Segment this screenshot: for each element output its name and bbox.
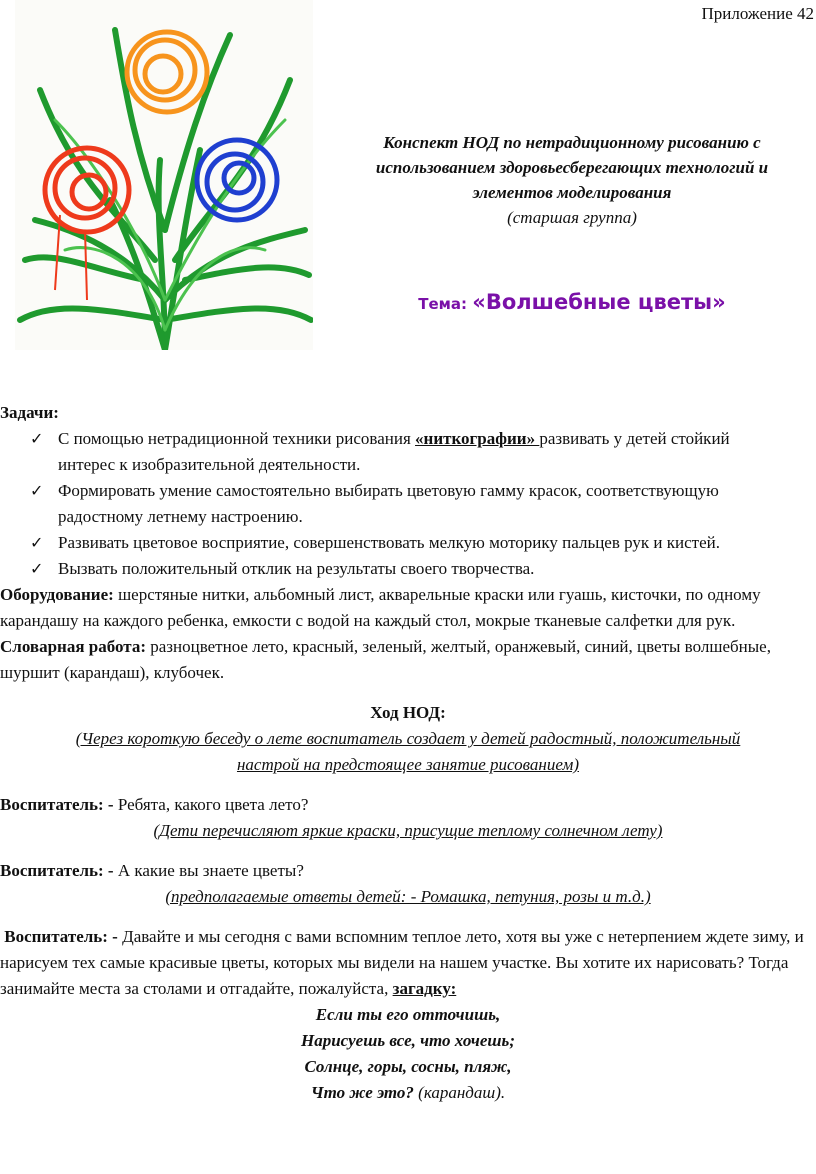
task-item: ✓ С помощью нетрадиционной техники рисования «ниткографии» развивать у детей стойкий интерес к изобразительной деятельности. [0, 426, 816, 478]
topic-close-quote: » [712, 290, 726, 314]
equipment-text: шерстяные нитки, альбомный лист, акварельные краски или гуашь, кисточки, по одному карандашу на каждого ребенка, емкости с водой на каждый стол, мокрые тканевые салфетки для рук. [0, 585, 761, 630]
flower-painting-image [15, 0, 313, 350]
dialogue-line: Воспитатель: - Ребята, какого цвета лето? [0, 795, 309, 814]
checkmark-icon: ✓ [30, 481, 44, 500]
progress-heading: Ход НОД: [370, 703, 446, 722]
header-line-1: Конспект НОД по нетрадиционному рисованию с [383, 133, 761, 152]
progress-note-line-2: настрой на предстоящее занятие рисованием) [236, 755, 579, 774]
header-line-2: использованием здоровьесберегающих технологий и [375, 158, 769, 177]
speaker-label: Воспитатель: - [0, 861, 114, 880]
topic-open-quote: « [472, 290, 486, 314]
topic-title [330, 290, 814, 314]
equipment-paragraph [0, 582, 816, 634]
document-body [0, 400, 816, 1106]
dialogue-line: Воспитатель: - А какие вы знаете цветы? [0, 861, 304, 880]
riddle-answer: (карандаш). [413, 1083, 506, 1102]
task-item: ✓ Формировать умение самостоятельно выбирать цветовую гамму красок, соответствующую радостному летнему настроению. [0, 478, 816, 530]
equipment-label: Оборудование: [0, 585, 114, 604]
final-paragraph: Воспитатель: - Давайте и мы сегодня с вами вспомним теплое лето, хотя вы уже с нетерпением ждете зиму, и нарисуем тех самые красивые цветы, которых мы видели на нашем участке. Вы хотите их нарисовать? Тогда занимайте места за столами и отгадайте, пожалуйста, загадку: [0, 927, 804, 998]
appendix-label: Приложение 42 [701, 4, 814, 23]
document-header [330, 130, 814, 230]
riddle [0, 1002, 816, 1106]
checkmark-icon: ✓ [30, 559, 44, 578]
riddle-line: Солнце, горы, сосны, пляж, [304, 1057, 512, 1076]
riddle-line: Что же это? (карандаш). [310, 1083, 506, 1102]
riddle-keyword: загадку: [392, 979, 457, 998]
riddle-line: Нарисуешь все, что хочешь; [301, 1031, 515, 1050]
topic-label: Тема: [418, 295, 473, 313]
speaker-label: Воспитатель: - [4, 927, 118, 946]
vocabulary-label: Словарная работа: [0, 637, 146, 656]
technique-keyword: «ниткографии» [415, 429, 540, 448]
header-line-3: элементов моделирования [472, 183, 672, 202]
tasks-list [0, 426, 816, 582]
vocabulary-text: разноцветное лето, красный, зеленый, желтый, оранжевый, синий, цветы волшебные, шуршит (карандаш), клубочек. [0, 637, 771, 682]
task-item: ✓ Развивать цветовое восприятие, совершенствовать мелкую моторику пальцев рук и кистей. [0, 530, 816, 556]
group-label: (старшая группа) [507, 208, 637, 227]
speaker-label: Воспитатель: - [0, 795, 114, 814]
riddle-line: Если ты его отточишь, [315, 1005, 501, 1024]
checkmark-icon: ✓ [30, 533, 44, 552]
checkmark-icon: ✓ [30, 429, 44, 448]
progress-note-line-1: (Через короткую беседу о лете воспитатель создает у детей радостный, положительный [75, 729, 741, 748]
task-item: ✓ Вызвать положительный отклик на результаты своего творчества. [0, 556, 816, 582]
topic-name: Волшебные цветы [485, 290, 713, 314]
tasks-heading: Задачи: [0, 403, 59, 422]
children-answer: (Дети перечисляют яркие краски, присущие теплому солнечном лету) [153, 821, 663, 840]
vocabulary-paragraph [0, 634, 816, 686]
children-answer: (предполагаемые ответы детей: - Ромашка, петуния, розы и т.д.) [165, 887, 651, 906]
